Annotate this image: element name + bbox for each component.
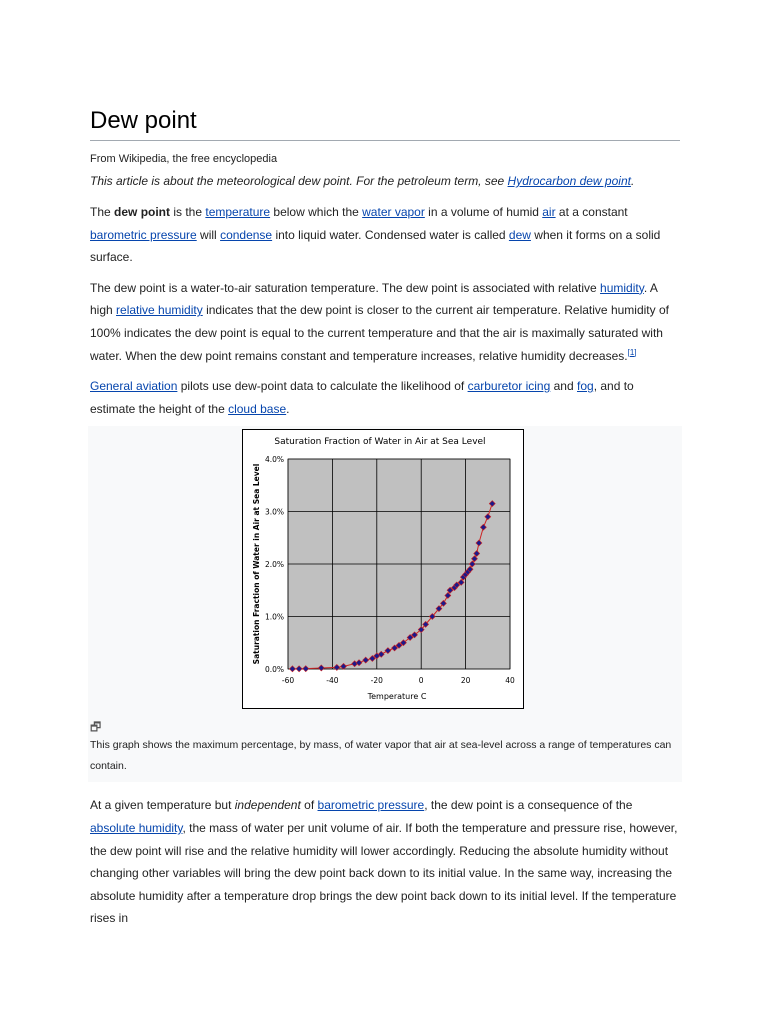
paragraph-pressure	[90, 794, 680, 930]
chart-title: Saturation Fraction of Water in Air at Sea Level	[274, 437, 486, 448]
text: . A high	[90, 280, 658, 318]
bold-term: dew point	[114, 205, 171, 219]
x-axis-label: Temperature C	[367, 692, 427, 702]
paragraph-aviation	[90, 375, 680, 420]
text: into liquid water. Condensed water is called	[272, 227, 509, 242]
article	[90, 106, 680, 930]
x-tick-label: -60	[281, 676, 295, 686]
y-tick-label: 1.0%	[264, 612, 284, 622]
saturation-chart[interactable]	[242, 429, 524, 709]
y-tick-label: 4.0%	[264, 455, 284, 465]
link-barometric-pressure[interactable]: barometric pressure	[90, 227, 197, 242]
x-tick-label: 40	[505, 676, 515, 686]
text: is the	[170, 205, 206, 219]
link-humidity[interactable]: humidity	[600, 280, 644, 295]
y-tick-label: 3.0%	[264, 507, 284, 517]
link-hydrocarbon-dew-point[interactable]: Hydrocarbon dew point	[507, 174, 631, 188]
text: , the dew point is a consequence of the	[424, 798, 633, 813]
text: pilots use dew-point data to calculate the likelihood of	[177, 379, 468, 394]
link-air[interactable]: air	[542, 205, 556, 219]
hatnote	[90, 171, 680, 191]
text: will	[196, 227, 221, 242]
y-tick-label: 0.0%	[264, 665, 284, 675]
x-tick-label: -40	[326, 676, 339, 686]
y-tick-label: 2.0%	[264, 560, 284, 570]
hatnote-end: .	[630, 174, 635, 188]
paragraph-intro	[90, 201, 680, 269]
text: The dew point is a water-to-air saturation temperature. The dew point is associated with relative	[90, 280, 601, 295]
page-title: Dew point	[90, 106, 680, 141]
text: .	[286, 401, 290, 416]
link-dew[interactable]: dew	[508, 227, 531, 242]
paragraph-saturation	[90, 277, 680, 367]
link-fog[interactable]: fog	[577, 379, 594, 394]
y-axis-label: Saturation Fraction of Water in Air at Sea Level	[252, 464, 261, 665]
link-carburetor-icing[interactable]: carburetor icing	[467, 379, 551, 394]
text: At a given temperature but	[90, 798, 235, 813]
link-temperature[interactable]: temperature	[205, 205, 271, 219]
text: , and to estimate the height of the	[90, 379, 634, 416]
text: in a volume of humid	[424, 205, 543, 219]
x-tick-label: 0	[418, 676, 424, 686]
figure-caption: This graph shows the maximum percentage, by mass, of water vapor that air at sea-level across a range of temperatures can contain.	[90, 739, 672, 773]
link-absolute-humidity[interactable]: absolute humidity	[90, 820, 183, 835]
link-general-aviation[interactable]: General aviation	[90, 379, 178, 394]
text: at a constant	[555, 205, 628, 219]
italic-term: independent	[234, 798, 301, 813]
hatnote-text: This article is about the meteorological dew point. For the petroleum term, see	[90, 174, 508, 188]
x-tick-label: 20	[460, 676, 471, 686]
magnify-clip-icon[interactable]: 🗗	[90, 720, 102, 735]
text: below which the	[270, 205, 363, 219]
text: and	[550, 379, 577, 394]
text: indicates that the dew point is closer to the current air temperature. Relative humidity of 100% indicates the dew point is equal to the current temperature and that the air is maximally saturated with water. When the dew point remains constant and temperature increases, relative humidity decreases.	[90, 303, 669, 363]
figure-saturation-chart	[88, 426, 682, 782]
x-tick-label: -20	[370, 676, 383, 686]
link-relative-humidity[interactable]: relative humidity	[116, 303, 203, 318]
text: of	[300, 798, 318, 813]
text: when it forms on a solid surface.	[90, 227, 661, 265]
text: The	[90, 205, 115, 219]
link-water-vapor[interactable]: water vapor	[362, 205, 425, 219]
text: , the mass of water per unit volume of air. If both the temperature and pressure rise, however, the dew point will rise and the relative humidity will lower accordingly. Reducing the absolute humidity without changing other variables will bring the dew point back down to its initial value. In the same way, increasing the absolute humidity after a temperature drop brings the dew point back down to its initial level. If the temperature rises in	[90, 820, 678, 926]
reference-1[interactable]: [1]	[627, 347, 637, 357]
link-cloud-base[interactable]: cloud base	[228, 401, 287, 416]
link-condense[interactable]: condense	[220, 227, 273, 242]
site-tagline: From Wikipedia, the free encyclopedia	[90, 153, 278, 165]
link-barometric-pressure-2[interactable]: barometric pressure	[317, 798, 425, 813]
